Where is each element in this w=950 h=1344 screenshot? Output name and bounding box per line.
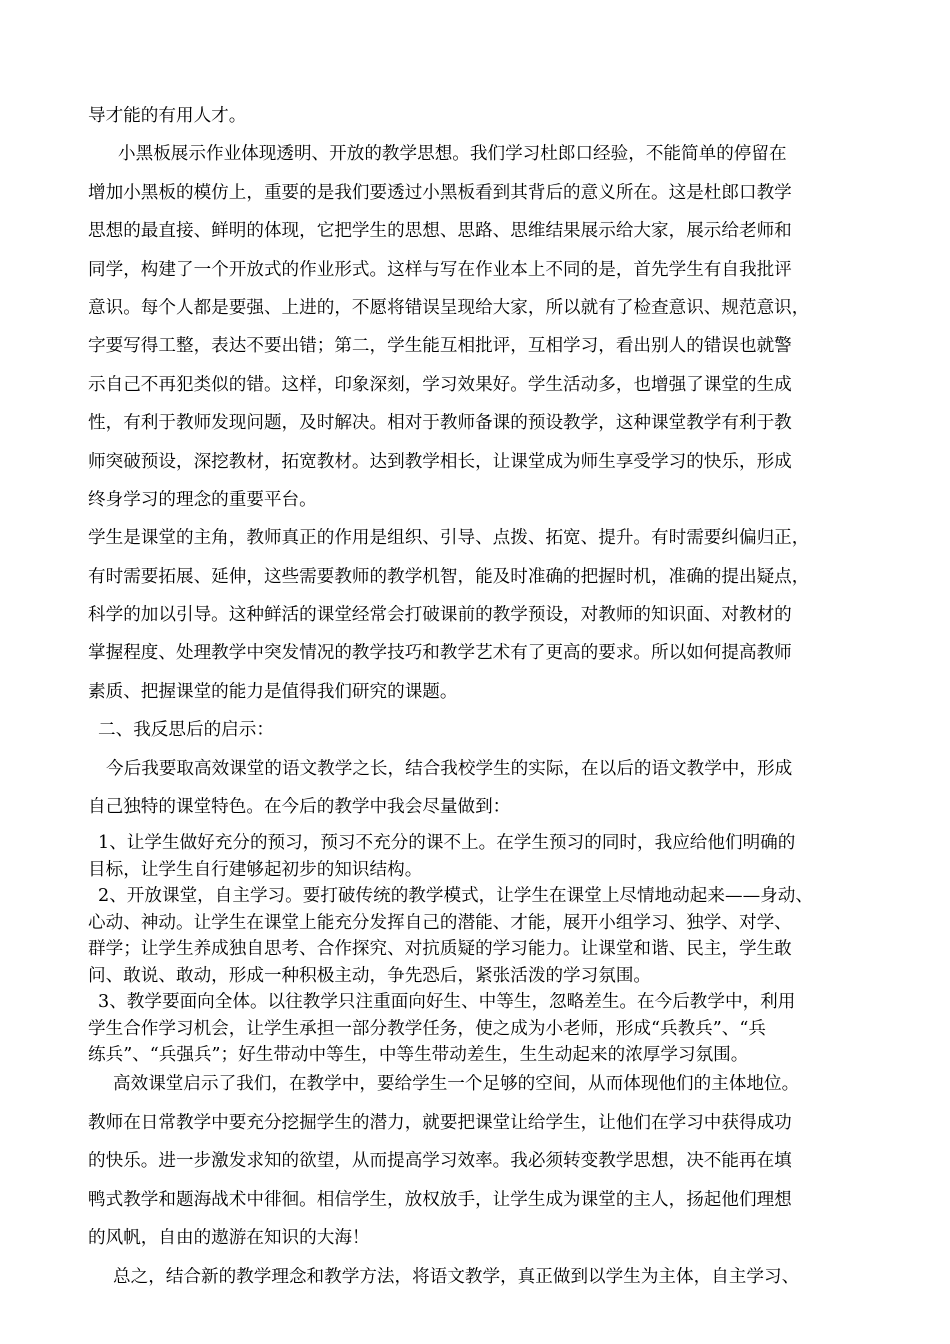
text-line: 导才能的有用人才。	[88, 106, 247, 126]
list-item-continuation: 心动、神动。让学生在课堂上能充分发挥自己的潜能、才能，展开小组学习、独学、对学、	[88, 912, 792, 933]
text-line: 鸭式教学和题海战术中徘徊。相信学生，放权放手，让学生成为课堂的主人，扬起他们理想	[88, 1189, 792, 1210]
list-item-continuation: 练兵”、“兵强兵”；好生带动中等生，中等生带动差生，生生动起来的浓厚学习氛围。	[88, 1045, 749, 1066]
text-line: 掌握程度、处理教学中突发情况的教学技巧和教学艺术有了更高的要求。所以如何提高教师	[88, 643, 792, 664]
document-page	[88, 97, 868, 1296]
text-line: 终身学习的理念的重要平台。	[88, 489, 317, 510]
text-line: 意识。每个人都是要强、上进的，不愿将错误呈现给大家，所以就有了检查意识、规范意识，	[88, 297, 810, 318]
numbered-list	[88, 830, 868, 1069]
list-item: 2、开放课堂，自主学习。要打破传统的教学模式，让学生在课堂上尽情地动起来——身动、	[98, 886, 813, 907]
text-line: 今后我要取高效课堂的语文教学之长，结合我校学生的实际，在以后的语文教学中，形成	[106, 758, 793, 779]
text-line: 科学的加以引导。这种鲜活的课堂经常会打破课前的教学预设，对教师的知识面、对教材的	[88, 605, 792, 626]
section-conclusion	[88, 1065, 868, 1297]
list-item: 1、让学生做好充分的预习，预习不充分的课不上。在学生预习的同时，我应给他们明确的	[98, 833, 796, 854]
section-reflection	[88, 97, 868, 826]
text-line: 的风帆，自由的遨游在知识的大海！	[88, 1228, 370, 1249]
text-line: 自己独特的课堂特色。在今后的教学中我会尽量做到：	[88, 797, 511, 818]
list-item-continuation: 问、敢说、敢动，形成一种积极主动，争先恐后，紧张活泼的学习氛围。	[88, 965, 652, 986]
text-line: 师突破预设，深挖教材，拓宽教材。达到教学相长，让课堂成为师生享受学习的快乐，形成	[88, 451, 792, 472]
text-line: 教师在日常教学中要充分挖掘学生的潜力，就要把课堂让给学生，让他们在学习中获得成功	[88, 1112, 792, 1133]
text-line: 字要写得工整，表达不要出错；第二，学生能互相批评，互相学习，看出别人的错误也就警	[88, 336, 792, 357]
list-item-continuation: 学生合作学习机会，让学生承担一部分教学任务，使之成为小老师，形成“兵教兵”、“兵	[88, 1018, 766, 1039]
list-item-continuation: 目标，让学生自行建够起初步的知识结构。	[88, 859, 423, 880]
list-item: 3、教学要面向全体。以往教学只注重面向好生、中等生，忽略差生。在今后教学中，利用	[98, 992, 796, 1013]
section-heading: 二、我反思后的启示：	[98, 720, 274, 741]
text-line: 素质、把握课堂的能力是值得我们研究的课题。	[88, 681, 458, 702]
list-item-continuation: 群学；让学生养成独自思考、合作探究、对抗质疑的学习能力。让课堂和谐、民主，学生敢	[88, 939, 792, 960]
text-line: 同学，构建了一个开放式的作业形式。这样与写在作业本上不同的是，首先学生有自我批评	[88, 259, 792, 280]
text-line: 学生是课堂的主角，教师真正的作用是组织、引导、点拨、拓宽、提升。有时需要纠偏归正，	[88, 528, 810, 549]
text-line: 总之，结合新的教学理念和教学方法，将语文教学，真正做到以学生为主体，自主学习、	[113, 1266, 800, 1287]
text-line: 有时需要拓展、延伸，这些需要教师的教学机智，能及时准确的把握时机，准确的提出疑点，	[88, 566, 810, 587]
text-line: 增加小黑板的模仿上，重要的是我们要透过小黑板看到其背后的意义所在。这是杜郎口教学	[88, 182, 792, 203]
text-line: 的快乐。进一步激发求知的欲望，从而提高学习效率。我必须转变教学思想，决不能再在填	[88, 1151, 792, 1172]
text-line: 示自己不再犯类似的错。这样，印象深刻，学习效果好。学生活动多，也增强了课堂的生成	[88, 374, 792, 395]
text-line: 小黑板展示作业体现透明、开放的教学思想。我们学习杜郎口经验，不能简单的停留在	[118, 144, 787, 165]
text-line: 高效课堂启示了我们，在教学中，要给学生一个足够的空间，从而体现他们的主体地位。	[113, 1073, 800, 1094]
text-line: 性，有利于教师发现问题，及时解决。相对于教师备课的预设教学，这种课堂教学有利于教	[88, 413, 792, 434]
text-line: 思想的最直接、鲜明的体现，它把学生的思想、思路、思维结果展示给大家，展示给老师和	[88, 221, 792, 242]
